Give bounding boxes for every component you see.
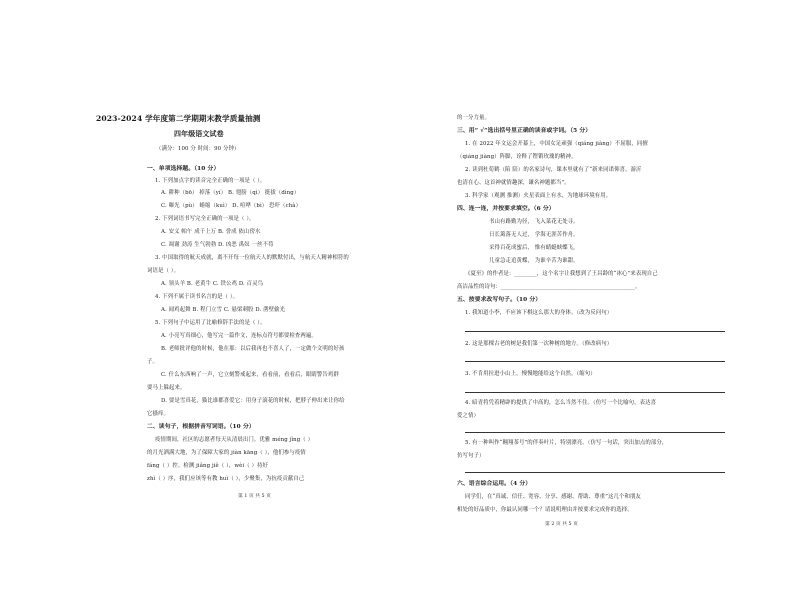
passage-line: zhì（ ）序，我们应该等有教 huì（ ），少聚集，为抗疫贡献自己 [147,476,305,482]
option-line: 它搔痒。 [147,411,169,417]
section-heading: 四、连一连，并按要求填空。（6 分） [457,206,555,212]
answer-line[interactable] [465,361,725,362]
section-heading: 五、按要求改写句子。（10 分） [457,297,542,303]
option-line: A. 小亮写真细心，他写完一篇作文，连标点符号都要检查两遍。 [161,333,317,339]
section-heading: 六、语言综合运用。（4 分） [457,481,532,487]
answer-line[interactable] [465,331,725,332]
question-line: 4. 暗青将凭着精辟的提供了中高的，怎么当然不住。（仿写一个比喻句，表达喜 [465,400,657,406]
section-heading: 一、单项选择题。（10 分） [147,166,220,172]
passage-line: 相处的好品质中，你最认同哪一个？请说明理由并按要求完成你的选择。 [457,507,633,513]
option-line: A. 安义 帕午 成千上万 B. 誉成 依山傍水 [161,229,261,235]
exam-meta: （满分：100 分 时间：90 分钟） [156,146,240,152]
exam-subtitle: 四年级语文试卷 [174,129,224,138]
poem-line: 儿童急走追黄蝶， 为谁辛苦为谁甜。 [489,258,579,264]
question-line: 也清在心、这首神就情趣深，谦名神题都当”。 [457,180,570,186]
question-line: 1. 下列加点字的读音完全正确的一项是（ ）。 [155,178,266,184]
option-line: A. 领头羊 B. 老黄牛 C. 铁公鸡 D. 百灵鸟 [161,281,264,287]
question-line: 3. 不肯用拉进小山上，慢慢地能给这个自然。（缩句） [465,371,596,377]
answer-line[interactable] [465,432,725,433]
passage-line: 的月光洒满大地，为了保障大家的 jiàn kāng（ ），他们参与疫情 [147,450,306,456]
option-line: A. 闻鸡起舞 B. 程门立雪 C. 悬梁刺股 D. 凿壁偷光 [161,307,286,313]
question-line: （qiáng jiàng）阵脚，诠释了铿锵玫瑰的精神。 [457,154,577,160]
question-line: 4. 下列不属于读书名言的是（ ）。 [155,294,239,300]
option-line: 要马上躲起来。 [147,385,186,391]
question-line: 1. 在 2022 年文运会开幕上，中国女足顽强（qiáng jiàng）不屈服，同擅 [465,141,648,147]
page-footer: 第 2 页 共 5 页 [545,522,578,527]
passage-line: 疫情期间，社区的志愿者每天从清晨出门。优雅 méng jǐng（ ） [155,437,314,443]
poem-line: 日长篱落无人过， 学海无涯苦作舟。 [489,232,579,238]
question-line: 仿写句子） [457,453,485,459]
option-line: C. 什么东西响了一声，它立刻警戒起来，看看前，看看后，眼睛警告鸡群 [161,372,339,378]
option-line: 子。 [147,359,158,365]
question-line: 5. 有一种叫作“翱翔茶号”的伴奏叶片，特别漂亮。（仿写一句话，突出加点的部分， [465,440,668,446]
question-line: 2. 读到杜荀鹤（陷 陪）的名家诗句，课本里就有了“新来同诺仰喜，游沂 [465,167,642,173]
poem-line: 书山有路勤为径， 飞入菜花无处寻。 [489,219,579,225]
option-line: C. 凋谢 劲涛 生气勃勃 D. 凶恶 禹奴 一丝不苟 [161,242,274,248]
option-line: A. 耕种（bō） 掉落（yí） B. 翅膀（qì） 挺拔（dìng） [161,190,300,196]
passage-line: fáng（ ）控。检测 jiǎng jiě（ ），wèi（ ）持好 [147,463,269,469]
answer-line[interactable] [465,392,725,393]
exam-title: 2023-2024 学年度第二学期期末教学质量抽测 [96,114,261,123]
question-line: 3. 中国取得的航天成就，离不开每一位航天人的默默付出，与航天人精神相符的 [155,255,349,261]
passage-line: 的一分力量。 [457,115,490,121]
question-line: 2. 这是那棵古老的树是我们第一次种树的地方。（修改病句） [465,341,613,347]
page-footer: 第 1 页 共 5 页 [238,494,271,499]
option-line: C. 曝光（pù） 蜷缩（kuì） D. 喧哗（bì） 恐吓（chà） [161,203,302,209]
fill-line: 高洁品性的诗句：________________________________________________。 [457,284,641,290]
right-page [397,0,794,614]
option-line: D. 要是雪真花，猫比谁都喜爱它：用身子滚花的时候，把脖子伸出来让你给 [161,398,345,404]
question-line: 词语是（ ）。 [147,268,180,274]
question-line: 爱之情） [457,413,479,419]
passage-line: 同学们，在“真诚、信任、宽容、分享、感谢、帮助、尊重”这几个和朋友 [465,494,641,500]
question-line: 5. 下列句子中运用了比喻修辞手法的是（ ）。 [155,320,266,326]
poem-line: 采得百花成蜜后， 惟有蜻蜓蛱蝶飞。 [489,245,579,251]
fill-line: 《夏至》的作者是：________，这个名字让我想到了王昌龄的“冰心”来表现自己 [465,271,658,277]
section-heading: 二、读句子，根据拼音写词语。（10 分） [147,424,255,430]
question-line: 1. 我知道小李，不应该下棋这么那大的身体。（改为反问句） [465,310,613,316]
answer-line[interactable] [465,472,725,473]
question-line: 2. 下列词语书写完全正确的一项是（ ）。 [155,216,255,222]
section-heading: 三、用“ √”选出括号里正确的读音或字词。（5 分） [457,128,592,134]
option-line: B. 老师批评他的时候，他在那：以后我再也不喜人了，一定做个文明的好孩 [161,346,345,352]
question-line: 3. 科学家（观测 推测）火星表面上有水，为地球环境有用。 [465,193,612,199]
